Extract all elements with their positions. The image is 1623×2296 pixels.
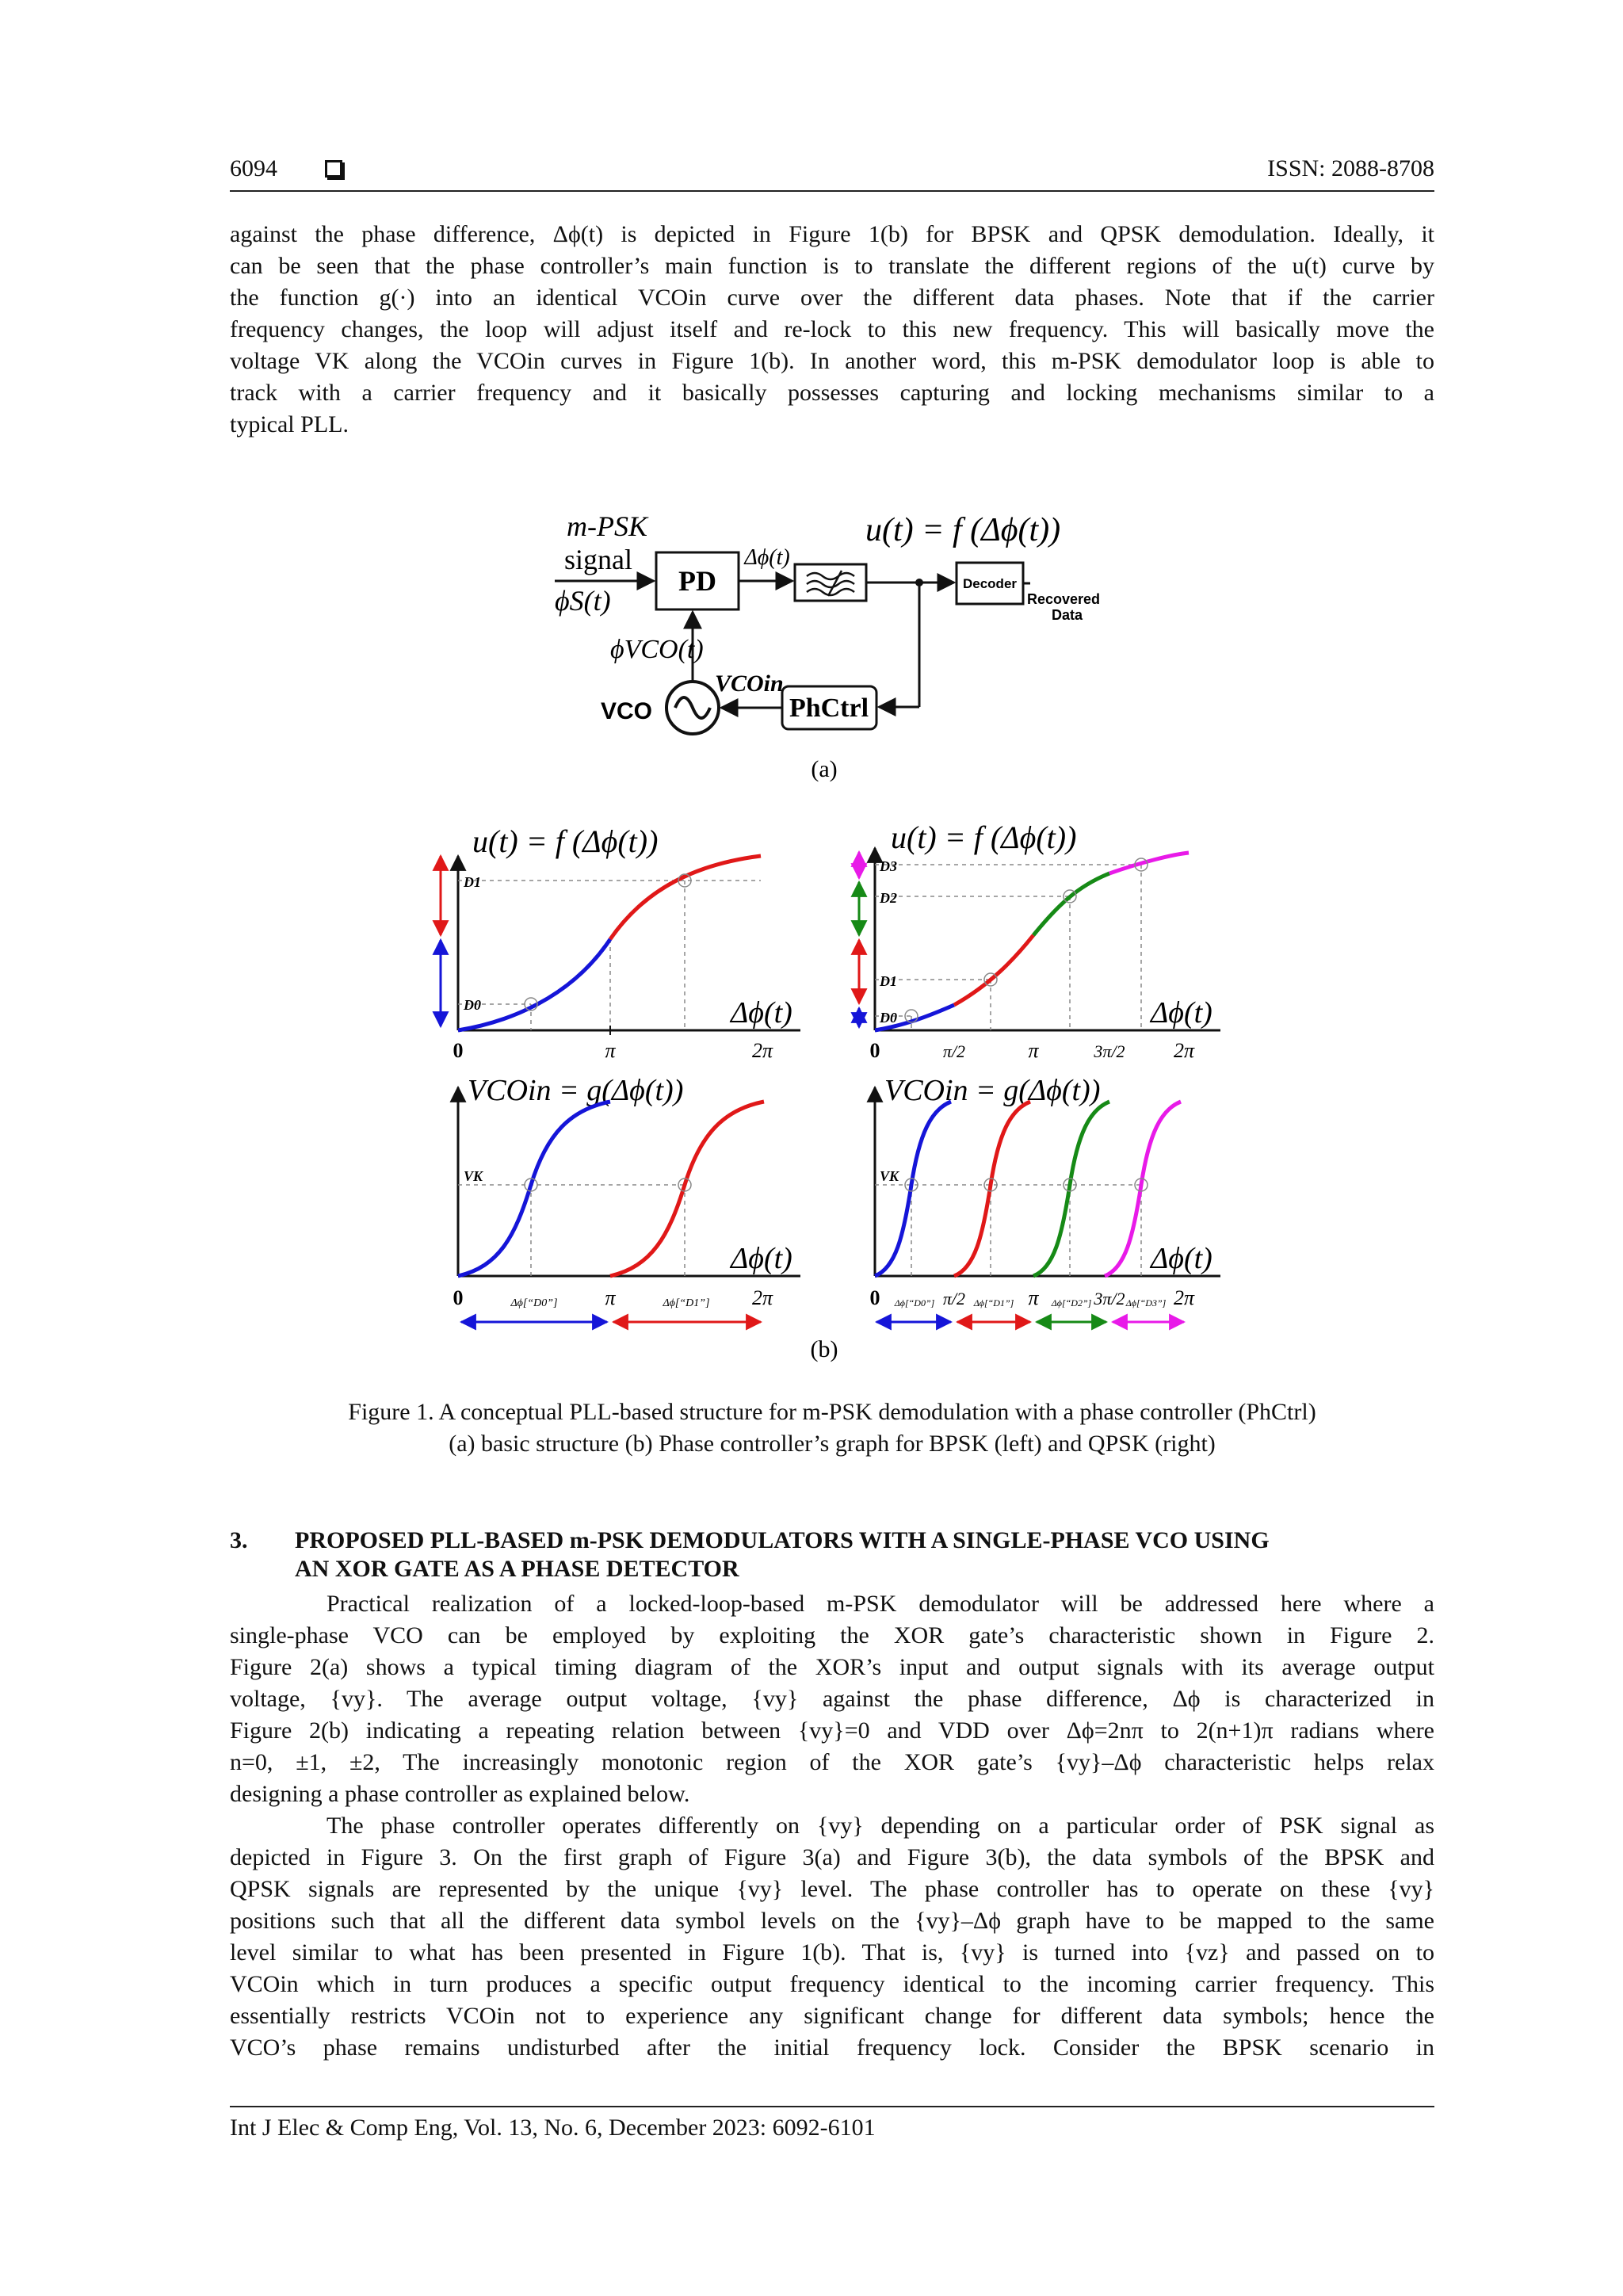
qpsk-vco-curve-d1 [954,1102,1030,1276]
qpsk-vco-plot [870,1074,1221,1322]
text-line: voltage VK along the VCOin curves in Figure 1(b). In another word, this m-PSK demodulator loop is able to [230,348,1434,374]
bpsk-vco-tick-pi: π [605,1286,616,1309]
qpsk-vco-curve-d0 [875,1102,951,1276]
qpsk-vk-label: VK [880,1168,899,1184]
qpsk-d2-label: D2 [880,890,897,906]
section-number: 3. [230,1527,248,1553]
text-line: level similar to what has been presented in Figure 1(b). That is, {vy} is turned into {vz} and passed on to [230,1939,1434,1966]
bpsk-u-equation: u(t) = f (Δϕ(t)) [472,823,659,859]
qpsk-vco-tick-0: 0 [869,1286,880,1309]
text-line: against the phase difference, Δϕ(t) is depicted in Figure 1(b) for BPSK and QPSK demodulation. Ideally, it [230,221,1434,247]
bpsk-vco-xlabel: Δϕ(t) [731,1242,792,1275]
qpsk-u-plot [859,819,1220,1062]
text-line: Practical realization of a locked-loop-based m-PSK demodulator will be addressed here where a [327,1591,1434,1617]
bpsk-u-tick-2pi: 2π [751,1039,773,1062]
bpsk-region-d1: Δϕ[“D1”] [663,1297,710,1309]
input-phase-label: ϕS(t) [555,585,611,617]
qpsk-vco-curve-d2 [1033,1102,1109,1276]
qpsk-u-xlabel: Δϕ(t) [1151,996,1212,1030]
text-line: single-phase VCO can be employed by exploiting the XOR gate’s characteristic shown in Figure 2. [230,1622,1434,1648]
bpsk-u-tick-0: 0 [453,1039,464,1062]
qpsk-u-tick-pi2: π/2 [942,1041,966,1061]
delta-phi-label: Δϕ(t) [744,545,790,570]
decoder-label: Decoder [962,576,1018,591]
text-line: frequency changes, the loop will adjust itself and re-lock to this new frequency. This will basically move the [230,316,1434,342]
text-line: can be seen that the phase controller’s main function is to translate the different regions of the u(t) curve by [230,253,1434,279]
bpsk-region-d0: Δϕ[“D0”] [510,1297,558,1309]
bpsk-u-curve-d0 [458,939,610,1030]
qpsk-vco-tick-2pi: 2π [1173,1286,1195,1309]
qpsk-region-d2: Δϕ[“D2”] [1051,1297,1092,1308]
recovered-data-label-1: Recovered [1027,591,1101,607]
bpsk-vco-tick-0: 0 [453,1286,464,1309]
vco-in-label: VCOin [715,670,784,697]
qpsk-u-tick-0: 0 [869,1039,880,1062]
qpsk-u-curve-d1 [954,935,1033,1005]
bpsk-u-xlabel: Δϕ(t) [731,996,792,1030]
bpsk-d0-label: D0 [464,997,481,1013]
input-label-2: signal [564,544,632,575]
qpsk-u-tick-2pi: 2π [1173,1039,1195,1062]
text-line: VCO’s phase remains undisturbed after the initial frequency lock. Consider the BPSK scenario in [230,2034,1434,2061]
section-title-line-2: AN XOR GATE AS A PHASE DETECTOR [295,1556,739,1582]
qpsk-u-curve-d3 [1109,853,1189,873]
phctrl-label: PhCtrl [789,693,869,723]
bpsk-u-curve-d1 [610,856,761,939]
qpsk-u-equation: u(t) = f (Δϕ(t)) [891,819,1077,855]
caption-line-2: (a) basic structure (b) Phase controller’s graph for BPSK (left) and QPSK (right) [449,1431,1216,1457]
text-line: voltage, {vy}. The average output voltage, {vy} against the phase difference, Δϕ is characterized in [230,1686,1434,1712]
text-line: VCOin which in turn produces a specific output frequency identical to the incoming carrier frequency. This [230,1971,1434,1997]
qpsk-vco-xlabel: Δϕ(t) [1151,1242,1212,1275]
text-line: track with a carrier frequency and it basically possesses capturing and locking mechanisms similar to a [230,380,1434,406]
qpsk-d1-label: D1 [880,973,897,989]
qpsk-u-tick-3pi2: 3π/2 [1094,1041,1125,1061]
text-line: typical PLL. [230,411,349,437]
qpsk-region-d3: Δϕ[“D3”] [1125,1297,1167,1308]
text-line: designing a phase controller as explained below. [230,1781,690,1807]
text-line: QPSK signals are represented by the unique {vy} level. The phase controller has to operate on these {vy} [230,1876,1434,1902]
top-equation: u(t) = f (Δϕ(t)) [865,512,1061,548]
bpsk-vco-tick-2pi: 2π [751,1286,773,1309]
issn: ISSN: 2088-8708 [1267,155,1434,181]
bpsk-u-plot [441,823,800,1062]
qpsk-vco-tick-pi: π [1028,1286,1039,1309]
text-line: n=0, ±1, ±2, The increasingly monotonic region of the XOR gate’s {vy}–Δϕ characteristic helps relax [230,1749,1434,1775]
qpsk-u-tick-pi: π [1028,1039,1039,1062]
section-title-line-1: PROPOSED PLL-BASED m-PSK DEMODULATORS WITH A SINGLE-PHASE VCO USING [295,1527,1270,1553]
figure-a-label: (a) [811,756,838,782]
text-line: positions such that all the different data symbol levels on the {vy}–Δϕ graph have to be mapped to the same [230,1908,1434,1934]
figure-caption [230,1396,1434,1460]
caption-line-1: Figure 1. A conceptual PLL-based structure for m-PSK demodulation with a phase controller (PhCtrl) [348,1399,1316,1425]
vco-phase-label: ϕVCO(t) [610,635,704,664]
body-paragraph-2 [230,1810,1434,2064]
bpsk-vco-equation: VCOin = g(Δϕ(t)) [468,1074,684,1107]
footer-rule [230,2106,1434,2107]
body-paragraph-1 [230,1588,1434,1810]
qpsk-vco-tick-pi2: π/2 [942,1289,966,1308]
qpsk-d3-label: D3 [880,858,897,874]
bpsk-vk-label: VK [464,1168,483,1184]
figure-b-label: (b) [810,1336,838,1362]
text-line: the function g(·) into an identical VCOin curve over the different data phases. Note that if the carrier [230,285,1434,311]
text-line: Figure 2(a) shows a typical timing diagram of the XOR’s input and output signals with its average output [230,1654,1434,1680]
text-line: depicted in Figure 3. On the first graph of Figure 3(a) and Figure 3(b), the data symbols of the BPSK and [230,1844,1434,1870]
footer-citation: Int J Elec & Comp Eng, Vol. 13, No. 6, December 2023: 6092-6101 [230,2115,876,2141]
bpsk-u-tick-pi: π [605,1039,616,1062]
text-line: essentially restricts VCOin not to experience any significant change for different data symbols; hence the [230,2003,1434,2029]
input-label-1: m-PSK [567,510,647,542]
qpsk-vco-tick-3pi2: 3π/2 [1094,1289,1125,1308]
bpsk-vco-curve-d0 [458,1102,610,1276]
section-title [295,1526,1404,1584]
recovered-data-label-2: Data [1052,607,1083,623]
vco-label: VCO [601,698,653,724]
qpsk-u-curve-d2 [1033,873,1109,935]
qpsk-region-d0: Δϕ[“D0”] [894,1297,935,1308]
bpsk-d1-label: D1 [464,874,481,890]
qpsk-region-d1: Δϕ[“D1”] [973,1297,1014,1308]
page-number: 6094 [230,155,277,181]
bpsk-vco-plot [453,1074,801,1322]
text-line: The phase controller operates differently on {vy} depending on a particular order of PSK signal as [327,1813,1434,1839]
qpsk-vco-equation: VCOin = g(Δϕ(t)) [884,1074,1101,1107]
text-line: Figure 2(b) indicating a repeating relation between {vy}=0 and VDD over Δϕ=2nπ to 2(n+1)π radians where [230,1717,1434,1744]
qpsk-d0-label: D0 [880,1010,897,1026]
pd-label: PD [678,565,716,597]
